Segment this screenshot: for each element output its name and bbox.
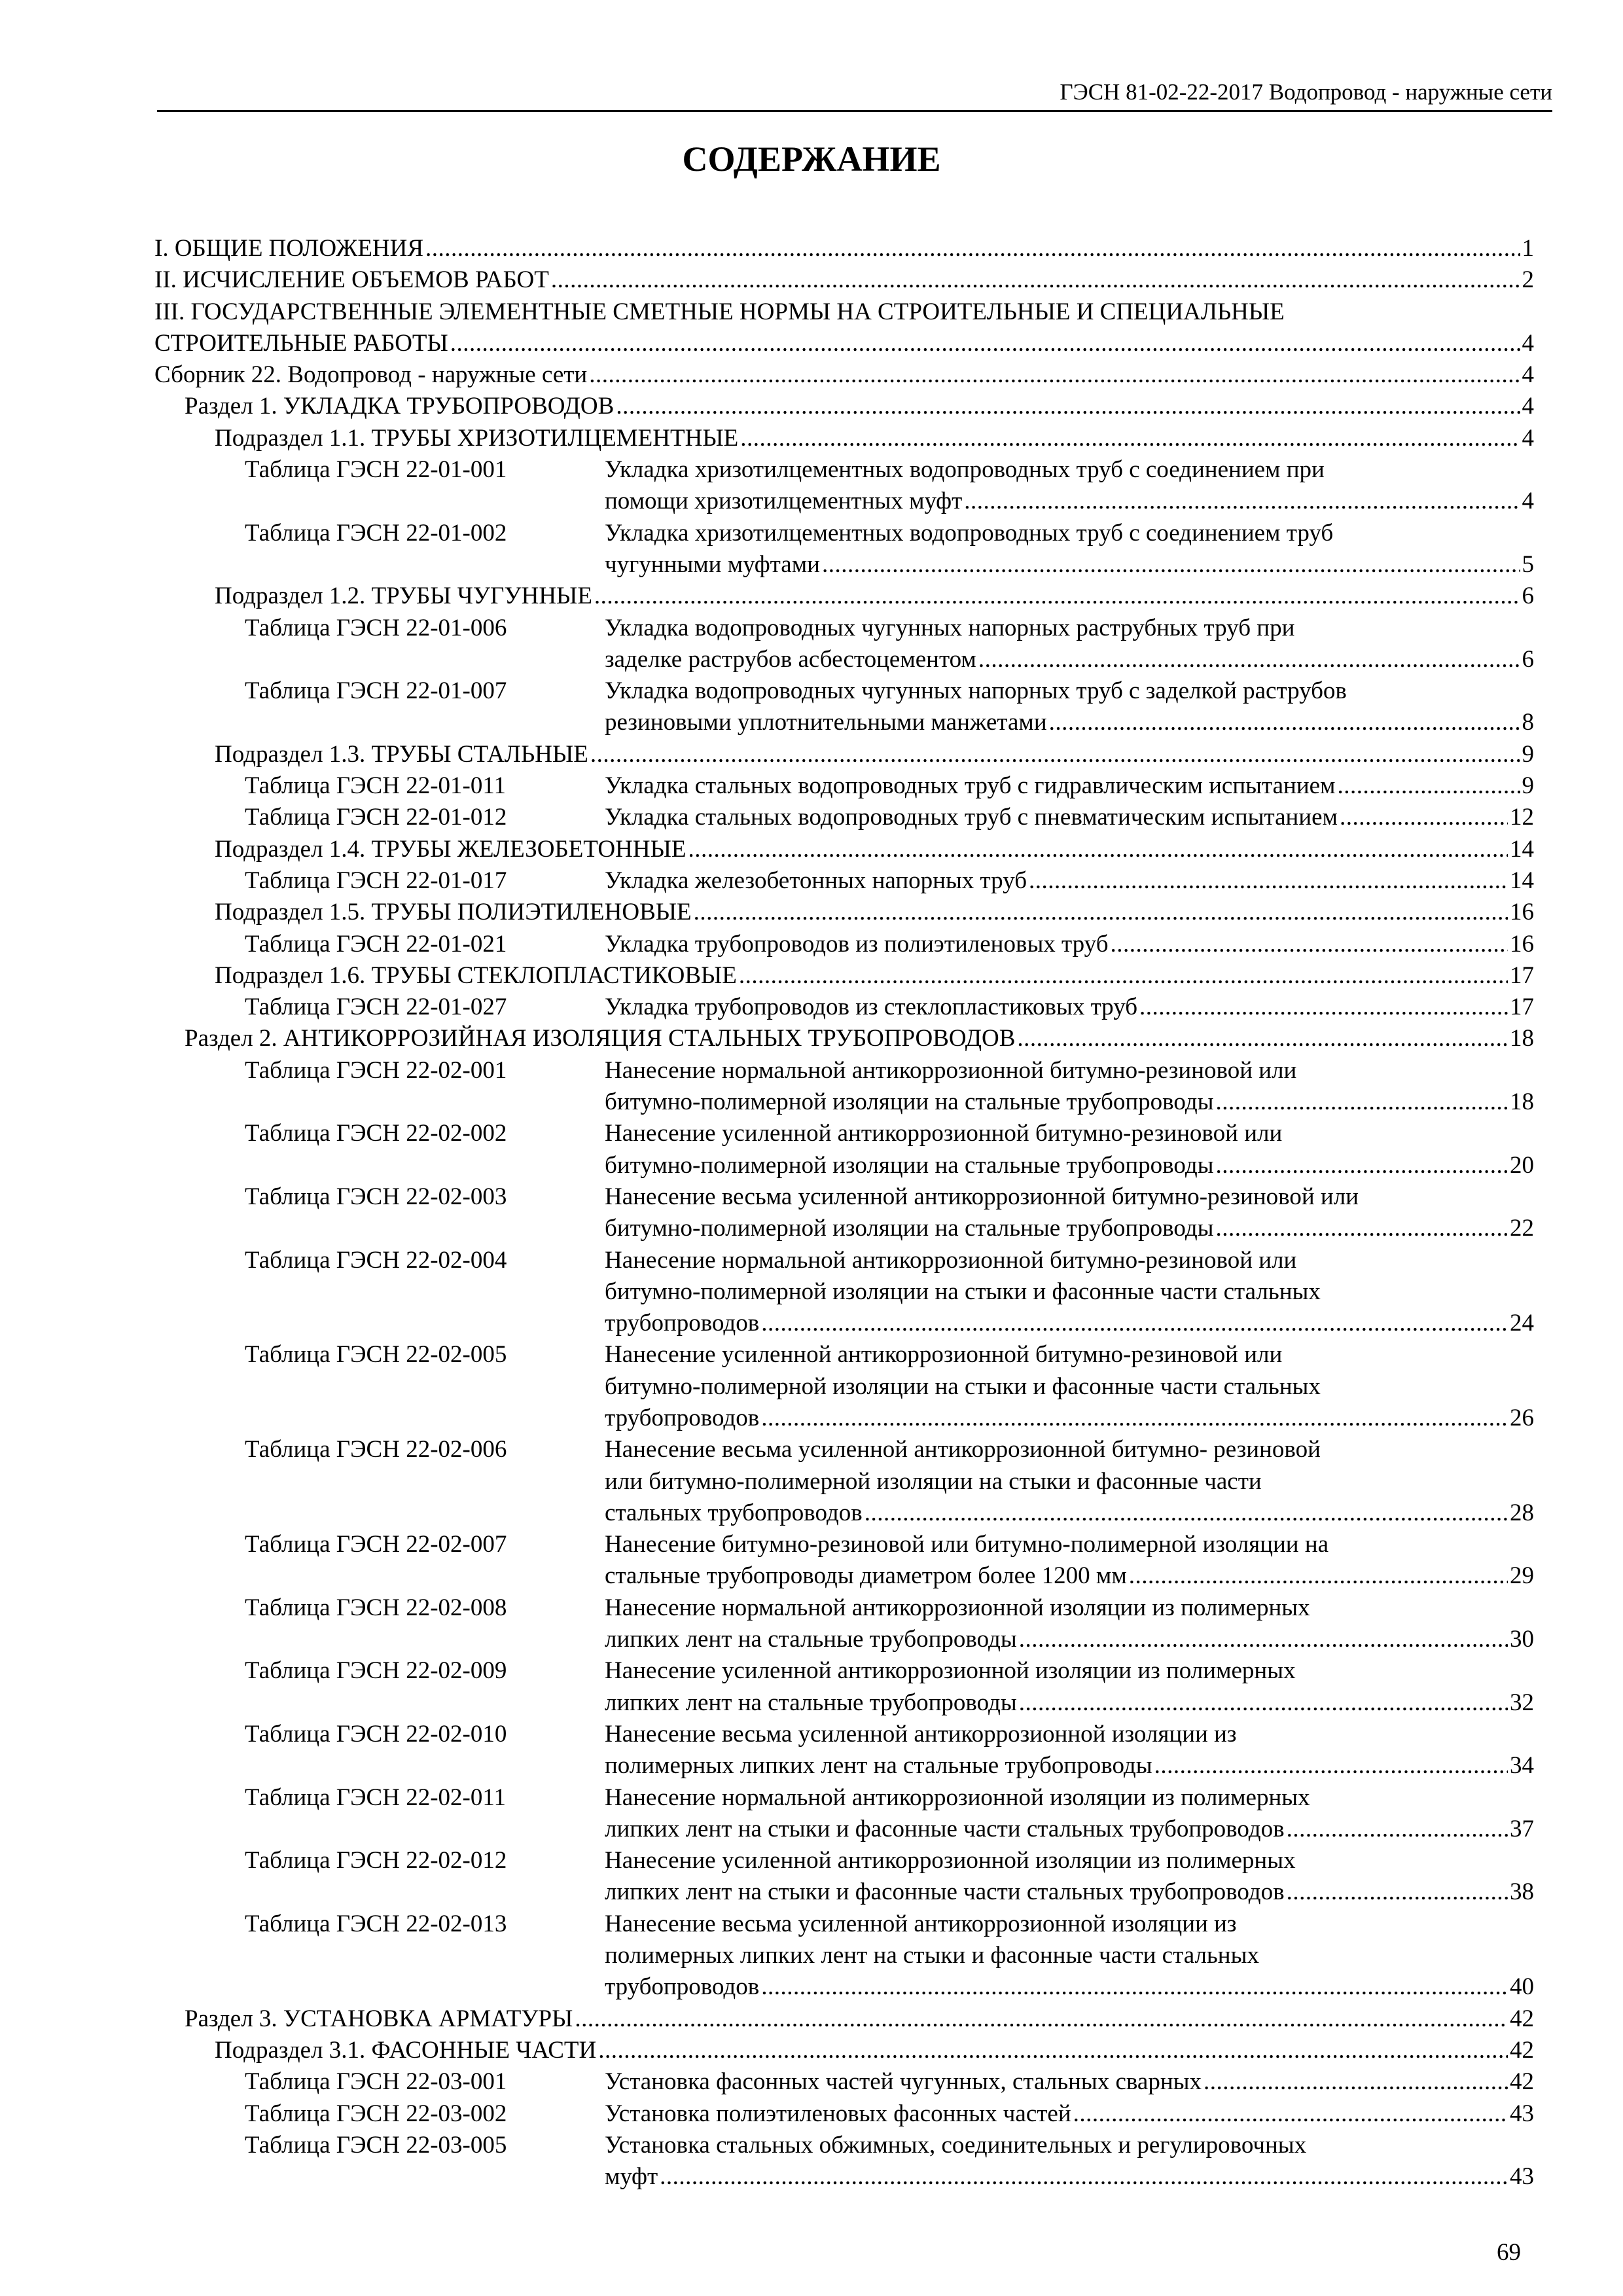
toc-entry-title: муфт (605, 2163, 658, 2191)
dot-leader (1049, 707, 1520, 738)
toc-table-code: Таблица ГЭСН 22-03-005 (245, 2131, 507, 2159)
toc-entry-title: Укладка водопроводных чугунных напорных раструбных труб при (605, 614, 1295, 641)
dot-leader (865, 1498, 1508, 1529)
toc-entry-title: Укладка стальных водопроводных труб с гидравлическим испытанием (605, 772, 1336, 800)
dot-leader (978, 644, 1520, 675)
toc-table-code: Таблица ГЭСН 22-02-008 (245, 1594, 507, 1621)
toc-page-number: 14 (1510, 867, 1534, 894)
toc-entry-title: битумно-полимерной изоляции на стальные трубопроводы (605, 1215, 1214, 1242)
toc-entry-title: заделке раструбов асбестоцементом (605, 645, 976, 673)
toc-entry[interactable] (154, 1909, 1534, 2003)
toc-entry-title: липких лент на стальные трубопроводы (605, 1626, 1017, 1653)
toc-entry-title: Подраздел 1.2. ТРУБЫ ЧУГУННЫЕ (215, 583, 592, 610)
toc-entry-title: Укладка стальных водопроводных труб с пневматическим испытанием (605, 804, 1338, 831)
toc-page-number: 24 (1510, 1310, 1534, 1337)
toc-table-code: Таблица ГЭСН 22-01-001 (245, 456, 507, 484)
dot-leader (1019, 1687, 1508, 1719)
toc-page-number: 4 (1522, 393, 1534, 420)
toc-entry-title: СТРОИТЕЛЬНЫЕ РАБОТЫ (154, 329, 448, 357)
toc-page-number: 30 (1510, 1626, 1534, 1653)
toc-entry-title: Установка фасонных частей чугунных, стальных сварных (605, 2068, 1202, 2096)
toc-entry-title: Нанесение весьма усиленной антикоррозионной битумно- резиновой (605, 1436, 1321, 1463)
toc-table-code: Таблица ГЭСН 22-02-011 (245, 1784, 506, 1811)
toc-entry[interactable] (154, 1719, 1534, 1782)
toc-page-number: 4 (1522, 488, 1534, 515)
toc-page-number: 42 (1510, 2068, 1534, 2096)
toc-entry[interactable] (154, 960, 1534, 992)
toc-table-code: Таблица ГЭСН 22-02-007 (245, 1531, 507, 1558)
toc-entry-title: помощи хризотилцементных муфт (605, 488, 963, 515)
toc-entry-title: Установка полиэтиленовых фасонных частей (605, 2100, 1071, 2127)
toc-entry[interactable] (154, 518, 1534, 581)
toc-entry-title: Нанесение усиленной антикоррозионной битумно-резиновой или (605, 1341, 1283, 1369)
dot-leader (739, 960, 1508, 992)
dot-leader (740, 423, 1520, 454)
toc-entry-title: Укладка водопроводных чугунных напорных труб с заделкой раструбов (605, 677, 1347, 705)
toc-page-number: 5 (1522, 550, 1534, 578)
dot-leader (590, 739, 1520, 770)
toc-entry-title: Нанесение усиленной антикоррозионной изоляции из полимерных (605, 1847, 1296, 1874)
toc-table-code: Таблица ГЭСН 22-02-003 (245, 1183, 507, 1210)
toc-page-number: 18 (1510, 1088, 1534, 1116)
toc-table-code: Таблица ГЭСН 22-01-017 (245, 867, 507, 894)
toc-entry[interactable] (154, 2035, 1534, 2066)
dot-leader (594, 581, 1520, 612)
toc-entry[interactable] (154, 581, 1534, 612)
dot-leader (761, 1403, 1508, 1434)
toc-entry[interactable] (154, 770, 1534, 802)
toc-entry-title: Укладка трубопроводов из стеклопластиковых труб (605, 994, 1138, 1021)
toc-entry[interactable] (154, 2003, 1534, 2035)
toc-entry[interactable] (154, 992, 1534, 1023)
toc-page-number: 40 (1510, 1973, 1534, 2001)
dot-leader (1129, 1560, 1508, 1592)
toc-entry[interactable] (154, 1845, 1534, 1909)
toc-table-code: Таблица ГЭСН 22-02-005 (245, 1341, 507, 1369)
toc-entry-title: резиновыми уплотнительными манжетами (605, 709, 1047, 736)
toc-page-number: 38 (1510, 1878, 1534, 1906)
toc-entry[interactable] (154, 834, 1534, 865)
toc-page-number: 14 (1510, 835, 1534, 863)
toc-entry-title: полимерных липких лент на стальные трубопроводы (605, 1752, 1152, 1780)
toc-table-code: Таблица ГЭСН 22-02-002 (245, 1120, 507, 1147)
dot-leader (598, 2035, 1508, 2066)
toc-entry-title: битумно-полимерной изоляции на стальные трубопроводы (605, 1151, 1214, 1179)
toc-page-number: 42 (1510, 2005, 1534, 2032)
toc-table-code: Таблица ГЭСН 22-01-002 (245, 519, 507, 547)
dot-leader (1216, 1086, 1508, 1118)
toc-page-number: 22 (1510, 1215, 1534, 1242)
toc-entry[interactable] (154, 613, 1534, 676)
toc-entry[interactable] (154, 739, 1534, 770)
toc-entry-title: или битумно-полимерной изоляции на стыки и фасонные части (605, 1467, 1262, 1495)
toc-entry[interactable] (154, 675, 1534, 739)
toc-entry-title: битумно-полимерной изоляции на стыки и фасонные части стальных (605, 1372, 1321, 1400)
toc-table-code: Таблица ГЭСН 22-02-004 (245, 1246, 507, 1274)
dot-leader (1216, 1150, 1508, 1181)
dot-leader (660, 2161, 1508, 2193)
toc-entry[interactable] (154, 264, 1534, 296)
toc-entry-title: Нанесение весьма усиленной антикоррозионной изоляции из (605, 1910, 1237, 1937)
toc-page-number: 28 (1510, 1499, 1534, 1526)
toc-entry-title: Установка стальных обжимных, соединительных и регулировочных (605, 2131, 1307, 2159)
toc-entry[interactable] (154, 1339, 1534, 1434)
dot-leader (1139, 992, 1508, 1023)
toc-entry-title: трубопроводов (605, 1310, 760, 1337)
dot-leader (1019, 1624, 1508, 1655)
dot-leader (761, 1971, 1508, 2003)
toc-entry-title: Нанесение усиленной антикоррозионной битумно-резиновой или (605, 1120, 1283, 1147)
toc-table-code: Таблица ГЭСН 22-02-013 (245, 1910, 507, 1937)
toc-entry-title: Подраздел 1.4. ТРУБЫ ЖЕЛЕЗОБЕТОННЫЕ (215, 835, 687, 863)
toc-entry-title: Нанесение нормальной антикоррозионной битумно-резиновой или (605, 1246, 1297, 1274)
toc-table-code: Таблица ГЭСН 22-01-011 (245, 772, 506, 800)
dot-leader (1287, 1876, 1508, 1908)
toc-entry-title: Укладка железобетонных напорных труб (605, 867, 1027, 894)
dot-leader (575, 2003, 1508, 2035)
toc-entry[interactable] (154, 1655, 1534, 1719)
toc-table-code: Таблица ГЭСН 22-01-027 (245, 994, 507, 1021)
toc-entry-title: Нанесение весьма усиленной антикоррозионной изоляции из (605, 1720, 1237, 1748)
toc-entry[interactable] (154, 1245, 1534, 1340)
toc-page-number: 34 (1510, 1752, 1534, 1780)
toc-table-code: Таблица ГЭСН 22-02-012 (245, 1847, 507, 1874)
page-number: 69 (1497, 2239, 1521, 2266)
toc-page-number: 43 (1510, 2163, 1534, 2191)
toc-entry[interactable] (154, 1434, 1534, 1529)
toc-entry-title: Раздел 2. АНТИКОРРОЗИЙНАЯ ИЗОЛЯЦИЯ СТАЛЬНЫХ ТРУБОПРОВОДОВ (185, 1025, 1016, 1052)
toc-entry-title: липких лент на стальные трубопроводы (605, 1689, 1017, 1716)
toc-page-number: 32 (1510, 1689, 1534, 1716)
toc-entry[interactable] (154, 423, 1534, 454)
dot-leader (694, 897, 1508, 928)
toc-table-code: Таблица ГЭСН 22-01-007 (245, 677, 507, 705)
toc-page-number: 4 (1522, 361, 1534, 389)
toc-entry-title: Укладка трубопроводов из полиэтиленовых труб (605, 930, 1109, 958)
toc-entry-title: II. ИСЧИСЛЕНИЕ ОБЪЕМОВ РАБОТ (154, 266, 549, 294)
toc-entry-title: Раздел 3. УСТАНОВКА АРМАТУРЫ (185, 2005, 573, 2032)
toc-entry-title: липких лент на стыки и фасонные части стальных трубопроводов (605, 1878, 1285, 1906)
toc-entry-title: Подраздел 1.5. ТРУБЫ ПОЛИЭТИЛЕНОВЫЕ (215, 899, 692, 926)
dot-leader (1287, 1814, 1508, 1845)
page-title: СОДЕРЖАНИЕ (682, 139, 941, 179)
toc-page-number: 2 (1522, 266, 1534, 294)
dot-leader (761, 1308, 1508, 1339)
toc-table-code: Таблица ГЭСН 22-02-010 (245, 1720, 507, 1748)
toc-entry[interactable] (154, 454, 1534, 518)
toc-entry-title: Укладка хризотилцементных водопроводных труб с соединением при (605, 456, 1325, 484)
toc-page-number: 29 (1510, 1562, 1534, 1590)
toc-entry[interactable] (154, 1118, 1534, 1181)
toc-entry[interactable] (154, 929, 1534, 960)
dot-leader (688, 834, 1508, 865)
toc-entry-title: Нанесение усиленной антикоррозионной изоляции из полимерных (605, 1657, 1296, 1685)
toc-entry[interactable] (154, 296, 1534, 360)
dot-leader (1111, 929, 1508, 960)
toc-page-number: 4 (1522, 424, 1534, 452)
toc-entry-title: стальные трубопроводы диаметром более 1200 мм (605, 1562, 1127, 1590)
toc-entry-title: III. ГОСУДАРСТВЕННЫЕ ЭЛЕМЕНТНЫЕ СМЕТНЫЕ НОРМЫ НА СТРОИТЕЛЬНЫЕ И СПЕЦИАЛЬНЫЕ (154, 298, 1285, 325)
toc-entry[interactable] (154, 1023, 1534, 1054)
toc-table-code: Таблица ГЭСН 22-02-006 (245, 1436, 507, 1463)
dot-leader (1204, 2066, 1508, 2098)
toc-entry-title: Подраздел 1.6. ТРУБЫ СТЕКЛОПЛАСТИКОВЫЕ (215, 961, 737, 989)
toc-table-code: Таблица ГЭСН 22-02-001 (245, 1056, 507, 1084)
toc-entry-title: Подраздел 1.1. ТРУБЫ ХРИЗОТИЛЦЕМЕНТНЫЕ (215, 424, 739, 452)
dot-leader (551, 264, 1520, 296)
toc-entry[interactable] (154, 2066, 1534, 2098)
dot-leader (1340, 802, 1508, 833)
toc-entry-title: стальных трубопроводов (605, 1499, 863, 1526)
dot-leader (1154, 1750, 1508, 1782)
dot-leader (1337, 770, 1520, 802)
toc-entry[interactable] (154, 802, 1534, 833)
toc-entry[interactable] (154, 1529, 1534, 1592)
toc-entry-title: Нанесение нормальной антикоррозионной изоляции из полимерных (605, 1784, 1310, 1811)
toc-table-code: Таблица ГЭСН 22-01-012 (245, 804, 507, 831)
toc-page-number: 9 (1522, 772, 1534, 800)
toc-entry-title: I. ОБЩИЕ ПОЛОЖЕНИЯ (154, 235, 424, 262)
toc-page-number: 43 (1510, 2100, 1534, 2127)
dot-leader (1216, 1213, 1508, 1244)
toc-entry-title: липких лент на стыки и фасонные части стальных трубопроводов (605, 1815, 1285, 1842)
toc-page-number: 17 (1510, 994, 1534, 1021)
toc-table-code: Таблица ГЭСН 22-01-021 (245, 930, 507, 958)
toc-entry-title: Нанесение нормальной антикоррозионной битумно-резиновой или (605, 1056, 1297, 1084)
dot-leader (425, 233, 1520, 264)
toc-entry-title: Сборник 22. Водопровод - наружные сети (154, 361, 588, 389)
dot-leader (1073, 2098, 1508, 2130)
toc-page-number: 16 (1510, 930, 1534, 958)
dot-leader (964, 486, 1520, 517)
toc-table-code: Таблица ГЭСН 22-01-006 (245, 614, 507, 641)
toc-page-number: 4 (1522, 329, 1534, 357)
toc-entry[interactable] (154, 897, 1534, 928)
toc-page-number: 9 (1522, 740, 1534, 768)
toc-entry[interactable] (154, 865, 1534, 897)
toc-entry[interactable] (154, 1782, 1534, 1846)
toc-entry-title: Подраздел 3.1. ФАСОННЫЕ ЧАСТИ (215, 2036, 597, 2064)
running-header: ГЭСН 81-02-22-2017 Водопровод - наружные сети (157, 77, 1552, 112)
dot-leader (822, 549, 1520, 581)
toc-table-code: Таблица ГЭСН 22-03-001 (245, 2068, 507, 2096)
toc-entry[interactable] (154, 391, 1534, 422)
toc-entry[interactable] (154, 233, 1534, 264)
toc-page-number: 1 (1522, 235, 1534, 262)
dot-leader (589, 359, 1520, 391)
toc-page-number: 18 (1510, 1025, 1534, 1052)
toc-page-number: 8 (1522, 709, 1534, 736)
toc-entry-title: трубопроводов (605, 1973, 760, 2001)
toc-entry-title: Укладка хризотилцементных водопроводных труб с соединением труб (605, 519, 1334, 547)
toc-entry[interactable] (154, 359, 1534, 391)
toc-table-code: Таблица ГЭСН 22-03-002 (245, 2100, 507, 2127)
toc-page-number: 20 (1510, 1151, 1534, 1179)
toc-entry-title: битумно-полимерной изоляции на стальные трубопроводы (605, 1088, 1214, 1116)
toc-entry[interactable] (154, 1592, 1534, 1656)
table-of-contents (154, 233, 1534, 2193)
dot-leader (1017, 1023, 1508, 1054)
toc-entry-title: Нанесение весьма усиленной антикоррозионной битумно-резиновой или (605, 1183, 1359, 1210)
toc-page-number: 6 (1522, 645, 1534, 673)
toc-entry-title: Нанесение нормальной антикоррозионной изоляции из полимерных (605, 1594, 1310, 1621)
toc-page-number: 6 (1522, 583, 1534, 610)
dot-leader (616, 391, 1520, 422)
toc-page-number: 17 (1510, 961, 1534, 989)
toc-entry-title: полимерных липких лент на стыки и фасонные части стальных (605, 1942, 1259, 1969)
toc-entry-title: Раздел 1. УКЛАДКА ТРУБОПРОВОДОВ (185, 393, 615, 420)
toc-table-code: Таблица ГЭСН 22-02-009 (245, 1657, 507, 1685)
toc-entry[interactable] (154, 1055, 1534, 1119)
toc-entry[interactable] (154, 2130, 1534, 2193)
dot-leader (1029, 865, 1508, 897)
toc-page-number: 42 (1510, 2036, 1534, 2064)
toc-page-number: 26 (1510, 1404, 1534, 1431)
dot-leader (450, 328, 1520, 359)
toc-page-number: 16 (1510, 899, 1534, 926)
toc-entry-title: трубопроводов (605, 1404, 760, 1431)
toc-page-number: 37 (1510, 1815, 1534, 1842)
toc-entry-title: чугунными муфтами (605, 550, 820, 578)
toc-entry-title: Подраздел 1.3. ТРУБЫ СТАЛЬНЫЕ (215, 740, 588, 768)
toc-entry-title: битумно-полимерной изоляции на стыки и фасонные части стальных (605, 1278, 1321, 1305)
toc-entry-title: Нанесение битумно-резиновой или битумно-полимерной изоляции на (605, 1531, 1329, 1558)
toc-entry[interactable] (154, 1181, 1534, 1245)
toc-entry[interactable] (154, 2098, 1534, 2130)
toc-page-number: 12 (1510, 804, 1534, 831)
